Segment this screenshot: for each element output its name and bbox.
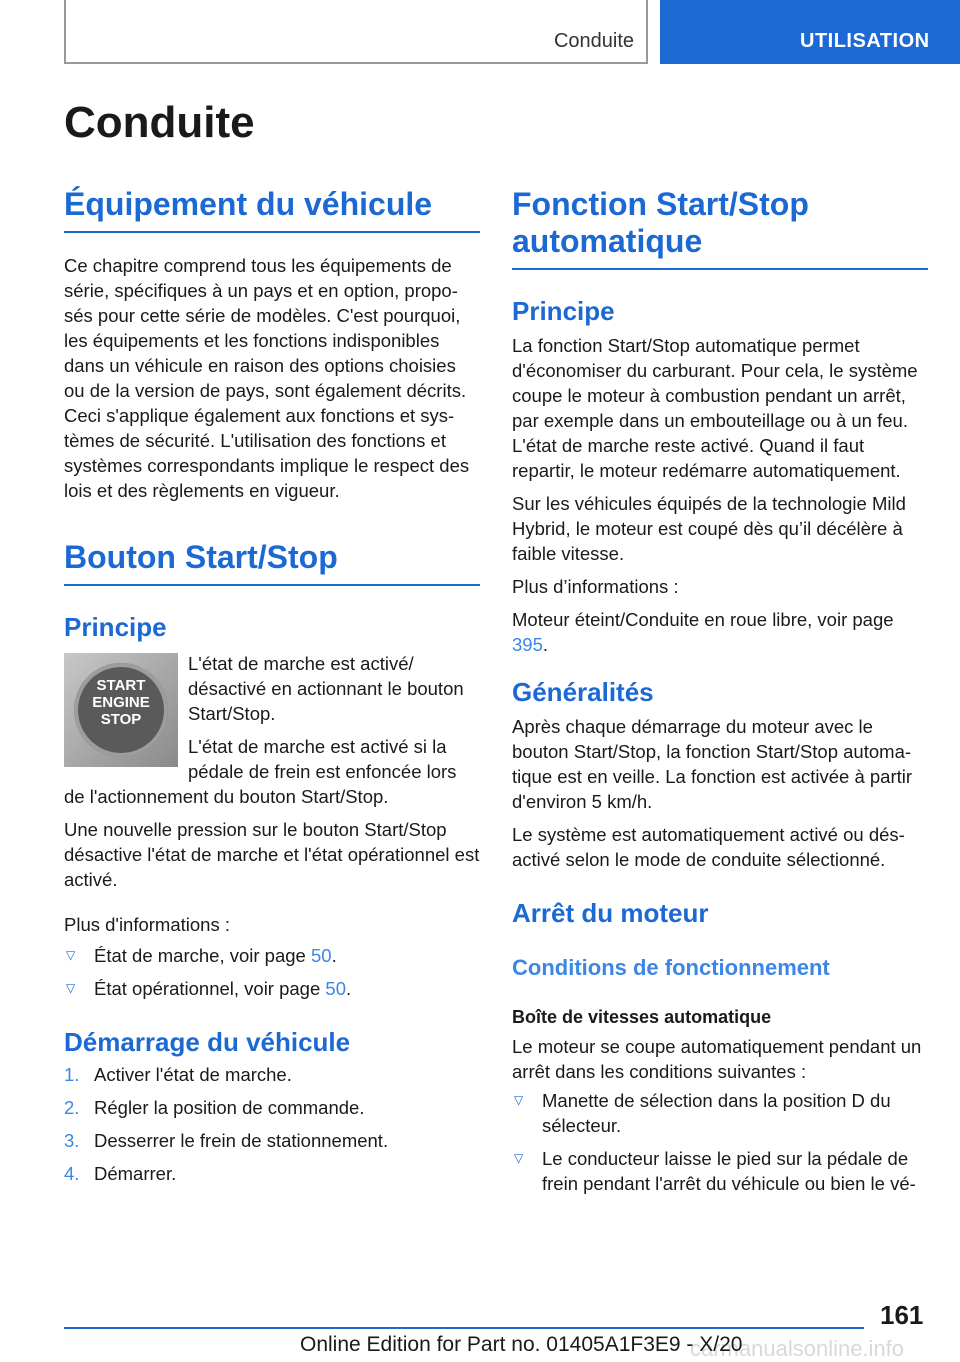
heading-arret-moteur: Arrêt du moteur [512,897,709,928]
generalites-text-2: Le système est automatiquement activé ou désactivé selon le mode de conduite sélectionné. [512,823,905,870]
footer-divider [64,1327,864,1329]
condition-text: Le conducteur laisse le pied sur la pédale de frein pendant l'arrêt du véhicule ou bien le vé- [542,1147,916,1194]
list-item [64,1128,480,1153]
principe-p2: L'état de marche est activé si la pédale de frein est enfoncée lors de l'actionnement du bouton Start/Stop. [64,735,457,807]
principe-block [64,651,480,809]
left-column [64,186,480,1186]
list-item: ▽ État de marche, voir page 50. [66,944,337,966]
list-item [64,1095,480,1120]
step-number: 2. [64,1096,80,1118]
generalites-text-1: Après chaque démarrage du moteur avec le bouton Start/Stop, la fonction Start/Stop automatique est en veille. La fonction est activée à partir d'environ 5 km/h. [512,715,913,812]
boite-text: Le moteur se coupe automatiquement pendant un arrêt dans les conditions suivantes : [512,1035,922,1082]
heading-principe-fonction: Principe [512,295,615,326]
ref-text: État opérationnel, voir page [94,977,326,999]
heading-generalites: Généralités [512,676,654,707]
watermark: carmanualsonline.info [690,1336,905,1361]
step-text: Démarrer. [94,1162,177,1184]
chapter-title: Conduite [64,98,255,147]
heading-demarrage: Démarrage du véhicule [64,1026,351,1057]
page-link[interactable]: 395 [512,633,543,655]
page-link[interactable]: 50 [325,977,346,999]
principe-p1: L'état de marche est activé/ désactivé en actionnant le bouton Start/Stop. [188,652,464,724]
step-number: 3. [64,1129,80,1151]
triangle-marker-icon: ▽ [66,947,76,962]
step-number: 1. [64,1063,80,1085]
reference-list [64,943,480,1001]
button-caption [64,677,178,728]
right-column [512,186,928,1196]
reference-text: Moteur éteint/Conduite en roue libre, voir page 395. [512,608,894,655]
steps-list [64,1062,480,1186]
button-caption-line: START [96,676,146,694]
ref-text: État de marche, voir page [94,944,311,966]
condition-text: Manette de sélection dans la position D du sélecteur. [542,1089,891,1136]
heading-conditions: Conditions de fonctionnement [512,954,830,980]
principe-text-1: La fonction Start/Stop automatique permet d'économiser du carburant. Pour cela, le système coupe le moteur à combustion pendant un arrêt, par exemple dans un embouteillage ou à un feu. L'état de marche reste activé. Quand il faut repartir, le moteur redémarre automatiquement. [512,334,918,481]
list-item: ▽ État opérationnel, voir page 50. [66,977,352,999]
button-caption-line: STOP [100,710,142,728]
heading-principe-bouton: Principe [64,611,167,642]
triangle-marker-icon: ▽ [514,1150,524,1165]
button-caption-line: ENGINE [92,693,150,711]
more-info-label: Plus d'informations : [64,913,230,935]
ref-text: Moteur éteint/Conduite en roue libre, voir page [512,608,894,630]
step-text: Desserrer le frein de stationnement. [94,1129,389,1151]
heading-equipement: Équipement du véhicule [64,186,480,233]
principe-text-2: Sur les véhicules équipés de la technologie Mild Hybrid, le moteur est coupé dès qu’il décélère à faible vitesse. [512,492,906,564]
list-item [512,1146,928,1196]
list-item [64,1161,480,1186]
conditions-list [512,1088,928,1196]
page-link[interactable]: 50 [310,944,332,966]
header-section-title: Conduite [553,30,634,52]
heading-boite-vitesses: Boîte de vitesses automatique [512,1006,772,1027]
header-tab-label: UTILISATION [800,30,930,52]
start-engine-stop-button-image [64,653,178,767]
header-tab [660,0,960,64]
more-info-label: Plus d’informations : [512,575,679,597]
equipement-text: Ce chapitre comprend tous les équipements de série, spécifiques à un pays et en option, proposés pour cette série de modèles. C'est pourquoi, les équipements et les fonctions indisponibles dans un véhicule en raison des options choisies ou de la version de pays, sont également décrits. Ceci s'applique également aux fonctions et systèmes de sécurité. L'utilisation des fonctions et systèmes correspondants implique le respect des lois et des règlements en vigueur. [64,254,470,501]
header-section-box [64,0,648,64]
list-item [512,1088,928,1138]
principe-p3: Une nouvelle pression sur le bouton Start/Stop désactive l'état de marche et l'état opérationnel est activé. [64,818,480,890]
step-text: Activer l'état de marche. [94,1063,292,1085]
list-item [64,1062,480,1087]
step-text: Régler la position de commande. [94,1096,365,1118]
step-number: 4. [64,1162,80,1184]
footer-edition: Online Edition for Part no. 01405A1F3E9 - X/20 [300,1333,743,1356]
triangle-marker-icon: ▽ [66,980,76,995]
page-number: 161 [880,1300,924,1330]
triangle-marker-icon: ▽ [514,1092,524,1107]
heading-fonction-start-stop: Fonction Start/Stop automatique [512,186,928,270]
heading-bouton-start-stop: Bouton Start/Stop [64,539,480,586]
